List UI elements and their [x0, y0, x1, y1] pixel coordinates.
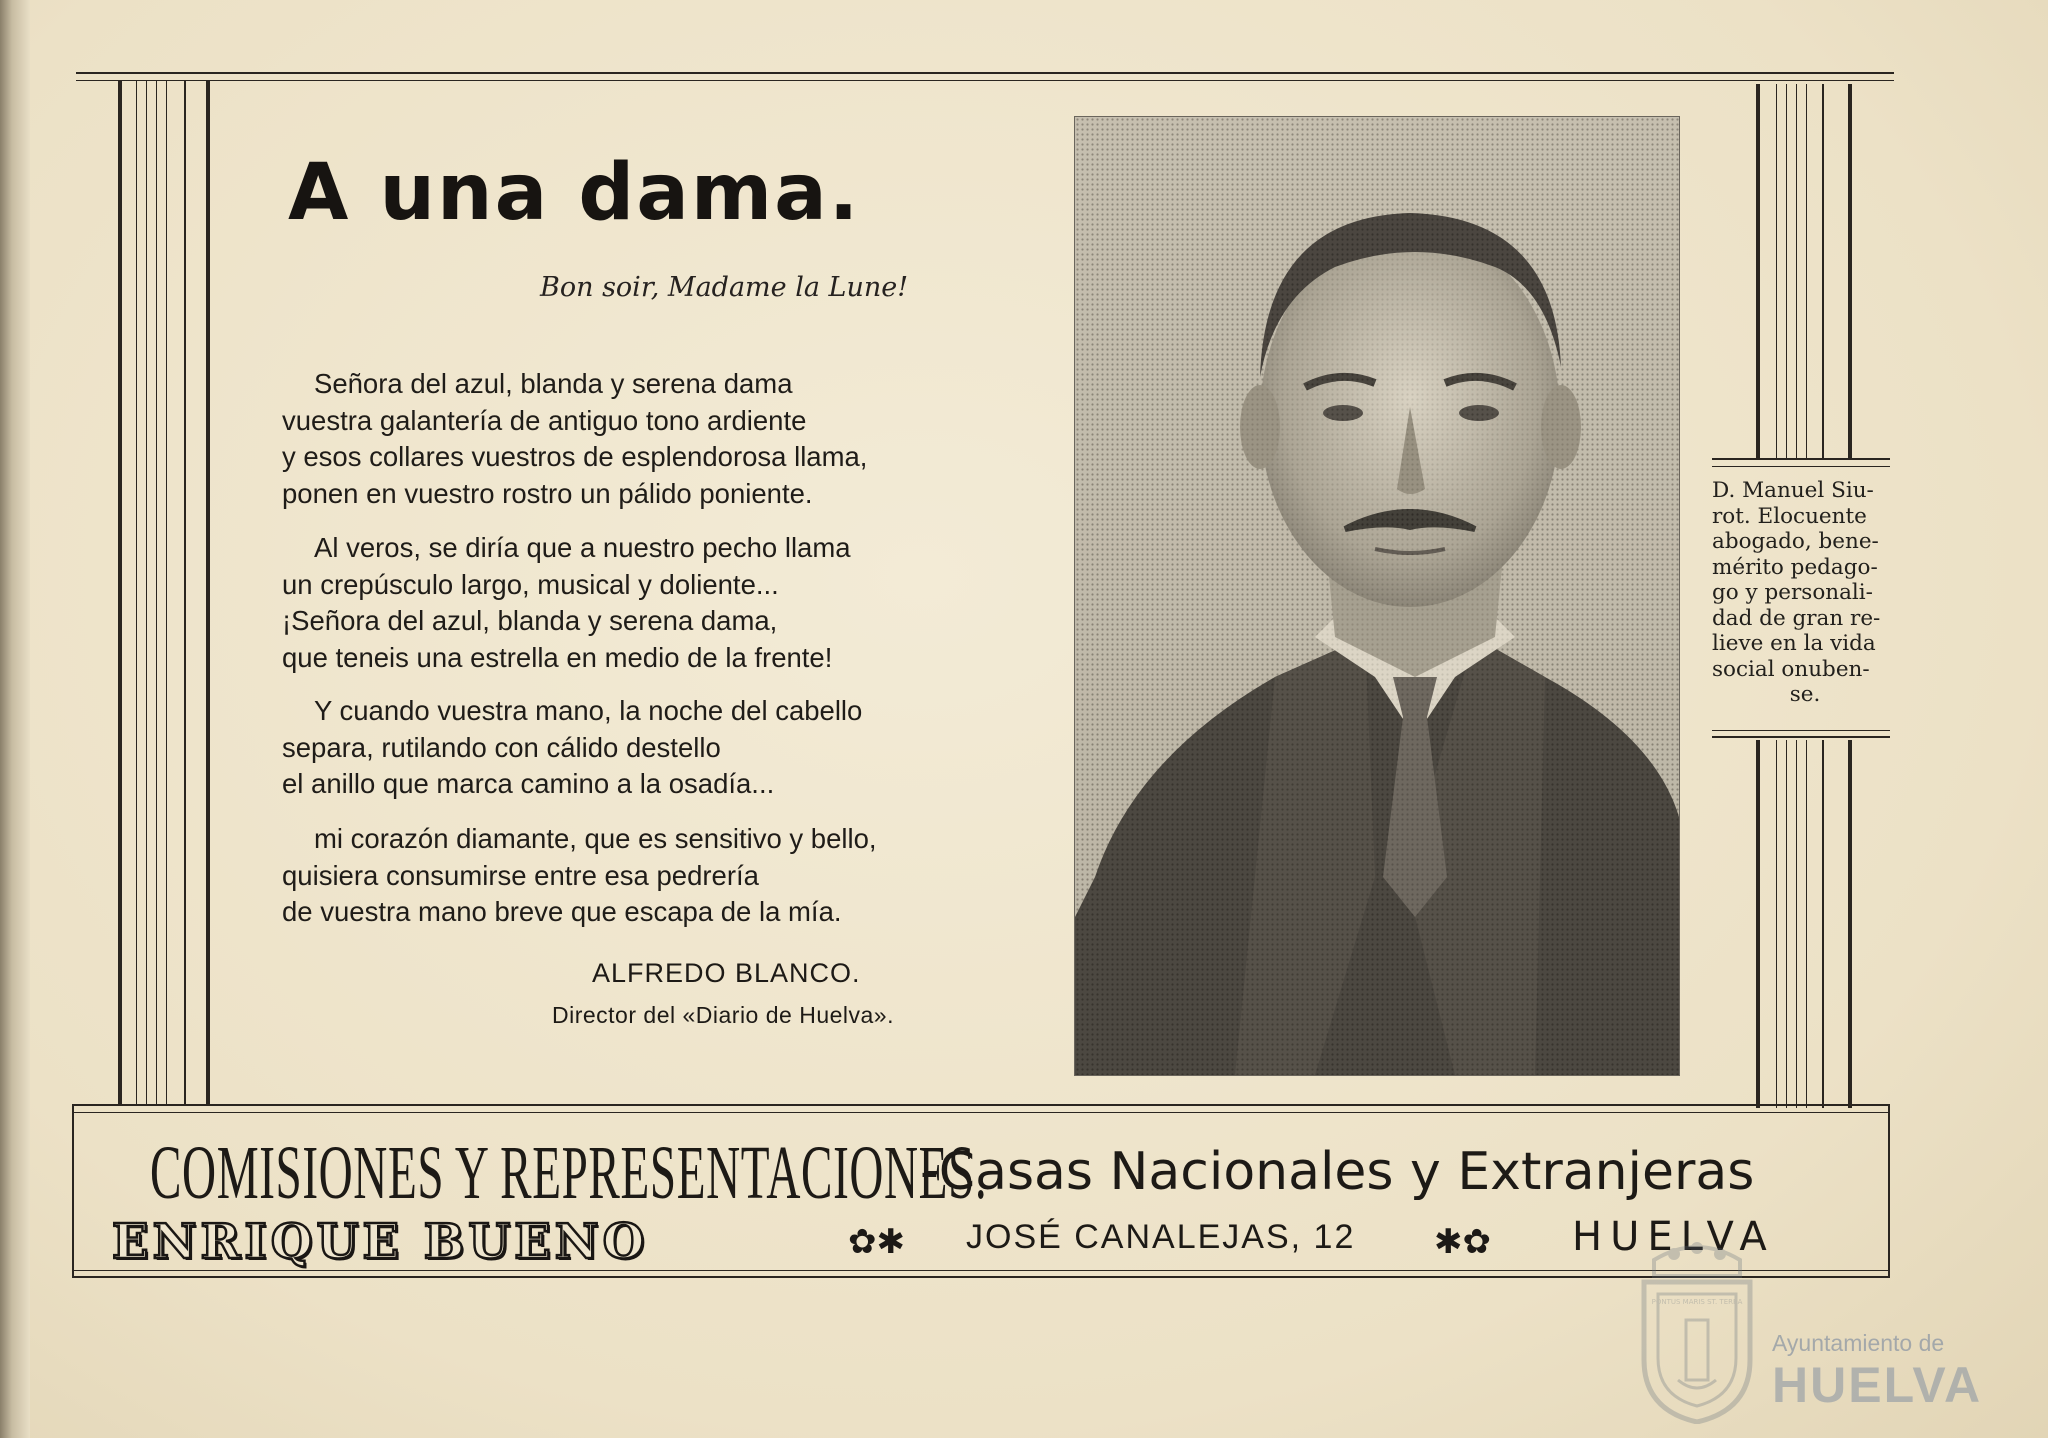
poem-stanza-3 [282, 693, 862, 803]
poem-line: ponen en vuestro rostro un pálido poniente. [282, 477, 813, 509]
city-seal-watermark [1634, 1240, 1760, 1424]
caption-line: go y personali- [1712, 580, 1873, 605]
portrait-photo [1074, 116, 1680, 1076]
flower-ornament-icon: ✱✿ [1434, 1222, 1491, 1262]
poem-line: el anillo que marca camino a la osadía... [282, 768, 775, 799]
caption-line: abogado, bene- [1712, 529, 1879, 554]
photo-caption [1712, 478, 1898, 708]
poem-line: Y cuando vuestra mano, la noche del cabello [314, 695, 863, 726]
poem-epigraph: Bon soir, Madame la Lune! [540, 272, 909, 303]
top-rule-inner [76, 80, 1894, 81]
poem-title: A una dama. [288, 148, 861, 238]
poem-line: separa, rutilando con cálido destello [282, 731, 721, 763]
poem-line: que teneis una estrella en medio de la frente! [282, 641, 833, 673]
poem-line: Al veros, se diría que a nuestro pecho llama [314, 532, 851, 563]
caption-line: rot. Elocuente [1712, 503, 1867, 529]
poem-line: quisiera consumirse entre esa pedrería [282, 859, 759, 891]
caption-line: lieve en la vida [1712, 631, 1876, 656]
caption-line: mérito pedago- [1712, 554, 1878, 580]
caption-line: D. Manuel Siu- [1712, 478, 1874, 503]
ad-city: HUELVA [1572, 1214, 1775, 1260]
portrait-illustration [1075, 117, 1679, 1075]
poem-author-role: Director del «Diario de Huelva». [552, 1002, 894, 1028]
poem-line: un crepúsculo largo, musical y doliente... [282, 568, 779, 600]
ad-headline: COMISIONES Y REPRESENTACIONES. [150, 1131, 988, 1215]
poem-line: ¡Señora del azul, blanda y serena dama, [282, 605, 778, 636]
seal-text: PONTUS MARIS ST. TERRA [1651, 1298, 1743, 1306]
top-rule-outer [76, 72, 1894, 74]
ad-subheadline: -Casas Nacionales y Extranjeras [920, 1142, 1755, 1202]
poem-author: ALFREDO BLANCO. [592, 958, 861, 988]
caption-line: dad de gran re- [1712, 605, 1881, 631]
poem-stanza-2 [282, 530, 851, 676]
caption-line: se. [1789, 682, 1821, 707]
watermark-line2: HUELVA [1772, 1357, 1983, 1413]
flower-ornament-icon: ✿✱ [848, 1222, 905, 1262]
watermark-line1: Ayuntamiento de [1772, 1330, 1945, 1356]
book-spine-shadow [0, 0, 30, 1438]
ad-headline-row [150, 1130, 1755, 1217]
poem-line: mi corazón diamante, que es sensitivo y bello, [314, 823, 877, 854]
poem-line: de vuestra mano breve que escapa de la mía. [282, 896, 842, 927]
caption-line: social onuben- [1712, 656, 1870, 682]
poem-line: Señora del azul, blanda y serena dama [314, 368, 793, 399]
ad-business-name: ENRIQUE BUENO [112, 1214, 649, 1270]
poem-stanza-1 [282, 366, 867, 512]
poem-stanza-4 [282, 821, 877, 931]
poem-line: vuestra galantería de antiguo tono ardiente [282, 404, 807, 436]
poem-line: y esos collares vuestros de esplendorosa llama, [282, 441, 868, 472]
ad-address: JOSÉ CANALEJAS, 12 [966, 1218, 1356, 1256]
